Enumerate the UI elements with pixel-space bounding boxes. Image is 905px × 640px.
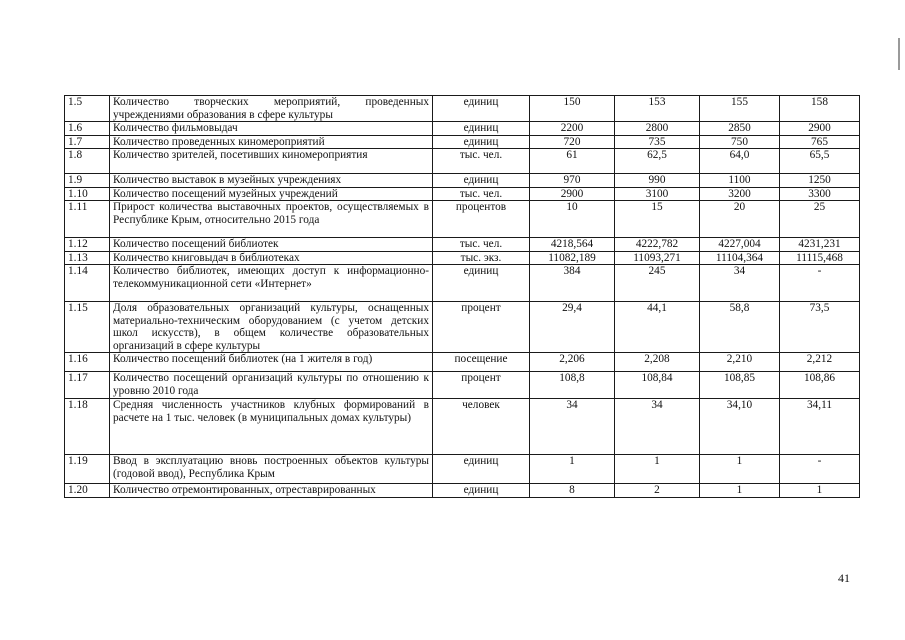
value-cell-2: 1 [615, 455, 700, 484]
value-cell-2: 108,84 [615, 372, 700, 399]
unit-cell: тыс. чел. [433, 187, 530, 201]
value-cell-4: 765 [780, 135, 860, 149]
unit-cell: единиц [433, 484, 530, 498]
value-cell-1: 11082,189 [530, 251, 615, 265]
value-cell-3: 108,85 [700, 372, 780, 399]
value-cell-2: 153 [615, 96, 700, 122]
unit-cell: тыс. экз. [433, 251, 530, 265]
value-cell-3: 1 [700, 455, 780, 484]
value-cell-4: 25 [780, 201, 860, 238]
value-cell-3: 2,210 [700, 353, 780, 372]
indicator-name-cell: Средняя численность участников клубных формирований в расчете на 1 тыс. человек (в муниципальных домах культуры) [110, 399, 433, 455]
value-cell-4: 65,5 [780, 149, 860, 174]
value-cell-3: 3200 [700, 187, 780, 201]
value-cell-1: 29,4 [530, 302, 615, 353]
value-cell-1: 2,206 [530, 353, 615, 372]
indicator-name-cell: Количество посещений организаций культуры по отношению к уровню 2010 года [110, 372, 433, 399]
value-cell-3: 4227,004 [700, 238, 780, 252]
row-number-cell: 1.12 [65, 238, 110, 252]
indicator-name-cell: Количество библиотек, имеющих доступ к информационно-телекоммуникационной сети «Интернет» [110, 265, 433, 302]
table-row [65, 238, 860, 252]
table-row [65, 187, 860, 201]
indicators-table [64, 95, 860, 498]
table-row [65, 302, 860, 353]
value-cell-3: 11104,364 [700, 251, 780, 265]
row-number-cell: 1.10 [65, 187, 110, 201]
row-number-cell: 1.7 [65, 135, 110, 149]
value-cell-4: 1250 [780, 174, 860, 188]
unit-cell: единиц [433, 174, 530, 188]
value-cell-4: 34,11 [780, 399, 860, 455]
unit-cell: посещение [433, 353, 530, 372]
unit-cell: процент [433, 372, 530, 399]
row-number-cell: 1.14 [65, 265, 110, 302]
indicator-name-cell: Количество посещений библиотек (на 1 жителя в год) [110, 353, 433, 372]
value-cell-2: 2800 [615, 122, 700, 136]
value-cell-1: 2900 [530, 187, 615, 201]
indicator-name-cell: Количество посещений библиотек [110, 238, 433, 252]
value-cell-4: 4231,231 [780, 238, 860, 252]
indicator-name-cell: Количество зрителей, посетивших киномероприятия [110, 149, 433, 174]
indicator-name-cell: Количество выставок в музейных учреждениях [110, 174, 433, 188]
unit-cell: единиц [433, 455, 530, 484]
table-row [65, 122, 860, 136]
value-cell-2: 34 [615, 399, 700, 455]
value-cell-1: 61 [530, 149, 615, 174]
value-cell-3: 34 [700, 265, 780, 302]
value-cell-2: 245 [615, 265, 700, 302]
unit-cell: тыс. чел. [433, 149, 530, 174]
value-cell-3: 155 [700, 96, 780, 122]
row-number-cell: 1.18 [65, 399, 110, 455]
unit-cell: тыс. чел. [433, 238, 530, 252]
unit-cell: единиц [433, 135, 530, 149]
value-cell-4: 108,86 [780, 372, 860, 399]
row-number-cell: 1.17 [65, 372, 110, 399]
value-cell-3: 1100 [700, 174, 780, 188]
value-cell-2: 735 [615, 135, 700, 149]
value-cell-2: 990 [615, 174, 700, 188]
value-cell-4: - [780, 265, 860, 302]
row-number-cell: 1.20 [65, 484, 110, 498]
row-number-cell: 1.9 [65, 174, 110, 188]
value-cell-4: 158 [780, 96, 860, 122]
unit-cell: единиц [433, 96, 530, 122]
value-cell-1: 8 [530, 484, 615, 498]
value-cell-2: 62,5 [615, 149, 700, 174]
value-cell-3: 2850 [700, 122, 780, 136]
indicator-name-cell: Количество проведенных киномероприятий [110, 135, 433, 149]
value-cell-1: 970 [530, 174, 615, 188]
indicator-name-cell: Количество фильмовыдач [110, 122, 433, 136]
row-number-cell: 1.8 [65, 149, 110, 174]
table-row [65, 455, 860, 484]
value-cell-2: 4222,782 [615, 238, 700, 252]
indicator-name-cell: Доля образовательных организаций культуры, оснащенных материально-техническим оборудованием (с учетом детских школ искусств), в общем количестве образовательных организаций в сфере культуры [110, 302, 433, 353]
indicator-name-cell: Количество книговыдач в библиотеках [110, 251, 433, 265]
value-cell-1: 2200 [530, 122, 615, 136]
value-cell-4: 2900 [780, 122, 860, 136]
row-number-cell: 1.5 [65, 96, 110, 122]
value-cell-3: 58,8 [700, 302, 780, 353]
indicator-name-cell: Количество отремонтированных, отреставрированных [110, 484, 433, 498]
unit-cell: единиц [433, 122, 530, 136]
indicator-name-cell: Количество творческих мероприятий, проведенных учреждениями образования в сфере культуры [110, 96, 433, 122]
table-row [65, 353, 860, 372]
table-row [65, 135, 860, 149]
value-cell-4: - [780, 455, 860, 484]
page-number: 41 [838, 571, 850, 585]
unit-cell: процентов [433, 201, 530, 238]
table-row [65, 149, 860, 174]
table-row [65, 174, 860, 188]
table-body [65, 96, 860, 498]
value-cell-3: 20 [700, 201, 780, 238]
unit-cell: процент [433, 302, 530, 353]
value-cell-2: 2 [615, 484, 700, 498]
value-cell-1: 10 [530, 201, 615, 238]
value-cell-3: 750 [700, 135, 780, 149]
row-number-cell: 1.11 [65, 201, 110, 238]
table-row [65, 251, 860, 265]
value-cell-1: 4218,564 [530, 238, 615, 252]
value-cell-3: 1 [700, 484, 780, 498]
row-number-cell: 1.6 [65, 122, 110, 136]
indicator-name-cell: Количество посещений музейных учреждений [110, 187, 433, 201]
indicator-name-cell: Прирост количества выставочных проектов, осуществляемых в Республике Крым, относительно 2015 года [110, 201, 433, 238]
value-cell-4: 2,212 [780, 353, 860, 372]
value-cell-2: 15 [615, 201, 700, 238]
table-row [65, 96, 860, 122]
value-cell-3: 34,10 [700, 399, 780, 455]
table-row [65, 399, 860, 455]
value-cell-1: 150 [530, 96, 615, 122]
value-cell-2: 3100 [615, 187, 700, 201]
value-cell-3: 64,0 [700, 149, 780, 174]
row-number-cell: 1.13 [65, 251, 110, 265]
unit-cell: человек [433, 399, 530, 455]
indicator-name-cell: Ввод в эксплуатацию вновь построенных объектов культуры (годовой ввод), Республика Крым [110, 455, 433, 484]
value-cell-2: 2,208 [615, 353, 700, 372]
value-cell-1: 1 [530, 455, 615, 484]
value-cell-1: 34 [530, 399, 615, 455]
row-number-cell: 1.15 [65, 302, 110, 353]
table-row [65, 265, 860, 302]
value-cell-4: 73,5 [780, 302, 860, 353]
value-cell-1: 720 [530, 135, 615, 149]
table-row [65, 372, 860, 399]
value-cell-2: 11093,271 [615, 251, 700, 265]
row-number-cell: 1.16 [65, 353, 110, 372]
table-row [65, 201, 860, 238]
value-cell-4: 1 [780, 484, 860, 498]
value-cell-4: 3300 [780, 187, 860, 201]
value-cell-1: 108,8 [530, 372, 615, 399]
unit-cell: единиц [433, 265, 530, 302]
value-cell-4: 11115,468 [780, 251, 860, 265]
scan-edge-mark [898, 38, 900, 70]
value-cell-1: 384 [530, 265, 615, 302]
table-row [65, 484, 860, 498]
row-number-cell: 1.19 [65, 455, 110, 484]
value-cell-2: 44,1 [615, 302, 700, 353]
